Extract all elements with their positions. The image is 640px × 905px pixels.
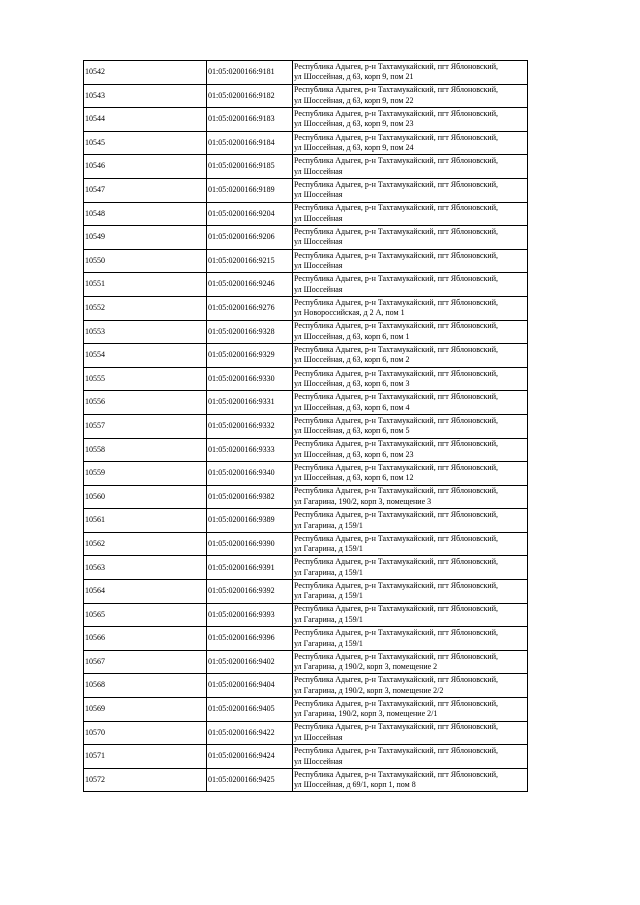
address-line-2: ул Шоссейная, д 63, корп 6, пом 3 <box>294 379 410 389</box>
registry-table-body <box>84 61 528 792</box>
address-cell <box>293 320 528 344</box>
address-line-2: ул Гагарина, д 159/1 <box>294 520 363 530</box>
row-number-cell: 10563 <box>84 556 207 580</box>
cadastral-number-cell: 01:05:0200166:9422 <box>207 721 293 745</box>
table-row <box>84 344 528 368</box>
address-cell <box>293 485 528 509</box>
address-line-1: Республика Адыгея, р-н Тахтамукайский, пгт Яблоновский, <box>294 462 498 472</box>
address-cell <box>293 178 528 202</box>
table-row <box>84 556 528 580</box>
table-row <box>84 367 528 391</box>
address-line-2: ул Гагарина, 190/2, корп 3, помещение 2/1 <box>294 709 438 719</box>
address-line-2: ул Гагарина, д 159/1 <box>294 544 363 554</box>
table-row <box>84 580 528 604</box>
cadastral-number-cell: 01:05:0200166:9392 <box>207 580 293 604</box>
cadastral-number-cell: 01:05:0200166:9329 <box>207 344 293 368</box>
address-line-1: Республика Адыгея, р-н Тахтамукайский, пгт Яблоновский, <box>294 439 498 449</box>
table-row <box>84 226 528 250</box>
row-number-cell: 10542 <box>84 61 207 85</box>
cadastral-number-cell: 01:05:0200166:9189 <box>207 178 293 202</box>
row-number-cell: 10555 <box>84 367 207 391</box>
address-line-2: ул Шоссейная <box>294 756 343 766</box>
address-line-2: ул Шоссейная, д 63, корп 9, пом 24 <box>294 143 414 153</box>
cadastral-number-cell: 01:05:0200166:9404 <box>207 674 293 698</box>
address-line-2: ул Шоссейная <box>294 213 343 223</box>
registry-table <box>83 60 528 792</box>
address-cell <box>293 745 528 769</box>
address-cell <box>293 768 528 792</box>
cadastral-number-cell: 01:05:0200166:9340 <box>207 462 293 486</box>
table-row <box>84 438 528 462</box>
address-line-2: ул Шоссейная <box>294 166 343 176</box>
address-line-2: ул Шоссейная, д 63, корп 9, пом 22 <box>294 95 414 105</box>
cadastral-number-cell: 01:05:0200166:9182 <box>207 84 293 108</box>
row-number-cell: 10565 <box>84 603 207 627</box>
address-line-2: ул Шоссейная, д 63, корп 6, пом 23 <box>294 449 414 459</box>
cadastral-number-cell: 01:05:0200166:9382 <box>207 485 293 509</box>
row-number-cell: 10549 <box>84 226 207 250</box>
address-line-1: Республика Адыгея, р-н Тахтамукайский, пгт Яблоновский, <box>294 604 498 614</box>
cadastral-number-cell: 01:05:0200166:9181 <box>207 61 293 85</box>
address-cell <box>293 155 528 179</box>
cadastral-number-cell: 01:05:0200166:9330 <box>207 367 293 391</box>
row-number-cell: 10570 <box>84 721 207 745</box>
table-row <box>84 462 528 486</box>
address-line-2: ул Гагарина, д 159/1 <box>294 638 363 648</box>
address-line-2: ул Шоссейная <box>294 261 343 271</box>
table-row <box>84 674 528 698</box>
cadastral-number-cell: 01:05:0200166:9184 <box>207 131 293 155</box>
address-line-2: ул Шоссейная, д 63, корп 6, пом 2 <box>294 355 410 365</box>
table-row <box>84 320 528 344</box>
table-row <box>84 131 528 155</box>
address-line-1: Республика Адыгея, р-н Тахтамукайский, пгт Яблоновский, <box>294 651 498 661</box>
table-row <box>84 155 528 179</box>
address-line-2: ул Гагарина, д 159/1 <box>294 614 363 624</box>
address-cell <box>293 414 528 438</box>
row-number-cell: 10545 <box>84 131 207 155</box>
address-line-1: Республика Адыгея, р-н Тахтамукайский, пгт Яблоновский, <box>294 722 498 732</box>
address-line-2: ул Шоссейная <box>294 190 343 200</box>
row-number-cell: 10552 <box>84 296 207 320</box>
address-cell <box>293 462 528 486</box>
address-line-2: ул Гагарина, д 159/1 <box>294 567 363 577</box>
cadastral-number-cell: 01:05:0200166:9185 <box>207 155 293 179</box>
address-line-1: Республика Адыгея, р-н Тахтамукайский, пгт Яблоновский, <box>294 486 498 496</box>
address-line-2: ул Шоссейная, д 63, корп 6, пом 4 <box>294 402 410 412</box>
address-cell <box>293 108 528 132</box>
address-cell <box>293 698 528 722</box>
table-row <box>84 61 528 85</box>
table-row <box>84 202 528 226</box>
row-number-cell: 10572 <box>84 768 207 792</box>
table-row <box>84 178 528 202</box>
address-cell <box>293 580 528 604</box>
table-row <box>84 650 528 674</box>
address-cell <box>293 61 528 85</box>
cadastral-number-cell: 01:05:0200166:9393 <box>207 603 293 627</box>
address-cell <box>293 202 528 226</box>
address-line-1: Республика Адыгея, р-н Тахтамукайский, пгт Яблоновский, <box>294 392 498 402</box>
address-cell <box>293 367 528 391</box>
cadastral-number-cell: 01:05:0200166:9206 <box>207 226 293 250</box>
address-line-2: ул Шоссейная, д 63, корп 6, пом 5 <box>294 426 410 436</box>
row-number-cell: 10566 <box>84 627 207 651</box>
table-row <box>84 249 528 273</box>
cadastral-number-cell: 01:05:0200166:9276 <box>207 296 293 320</box>
address-cell <box>293 296 528 320</box>
address-line-1: Республика Адыгея, р-н Тахтамукайский, пгт Яблоновский, <box>294 85 498 95</box>
address-line-1: Республика Адыгея, р-н Тахтамукайский, пгт Яблоновский, <box>294 321 498 331</box>
address-line-1: Республика Адыгея, р-н Тахтамукайский, пгт Яблоновский, <box>294 203 498 213</box>
address-cell <box>293 249 528 273</box>
row-number-cell: 10560 <box>84 485 207 509</box>
row-number-cell: 10546 <box>84 155 207 179</box>
row-number-cell: 10550 <box>84 249 207 273</box>
table-row <box>84 414 528 438</box>
address-line-2: ул Шоссейная <box>294 237 343 247</box>
address-line-1: Республика Адыгея, р-н Тахтамукайский, пгт Яблоновский, <box>294 250 498 260</box>
address-line-1: Республика Адыгея, р-н Тахтамукайский, пгт Яблоновский, <box>294 580 498 590</box>
row-number-cell: 10561 <box>84 509 207 533</box>
cadastral-number-cell: 01:05:0200166:9424 <box>207 745 293 769</box>
table-row <box>84 627 528 651</box>
row-number-cell: 10567 <box>84 650 207 674</box>
address-line-2: ул Гагарина, д 159/1 <box>294 591 363 601</box>
address-cell <box>293 721 528 745</box>
address-cell <box>293 273 528 297</box>
cadastral-number-cell: 01:05:0200166:9389 <box>207 509 293 533</box>
cadastral-number-cell: 01:05:0200166:9390 <box>207 532 293 556</box>
address-line-1: Республика Адыгея, р-н Тахтамукайский, пгт Яблоновский, <box>294 344 498 354</box>
row-number-cell: 10557 <box>84 414 207 438</box>
row-number-cell: 10543 <box>84 84 207 108</box>
table-row <box>84 485 528 509</box>
address-cell <box>293 226 528 250</box>
table-row <box>84 108 528 132</box>
address-line-2: ул Шоссейная <box>294 284 343 294</box>
cadastral-number-cell: 01:05:0200166:9391 <box>207 556 293 580</box>
address-line-2: ул Шоссейная, д 69/1, корп 1, пом 8 <box>294 780 416 790</box>
address-line-2: ул Шоссейная, д 63, корп 9, пом 21 <box>294 72 414 82</box>
table-row <box>84 509 528 533</box>
address-cell <box>293 391 528 415</box>
address-line-2: ул Шоссейная, д 63, корп 6, пом 12 <box>294 473 414 483</box>
address-line-2: ул Шоссейная, д 63, корп 6, пом 1 <box>294 331 410 341</box>
address-cell <box>293 603 528 627</box>
row-number-cell: 10547 <box>84 178 207 202</box>
table-row <box>84 721 528 745</box>
address-line-1: Республика Адыгея, р-н Тахтамукайский, пгт Яблоновский, <box>294 698 498 708</box>
address-line-1: Республика Адыгея, р-н Тахтамукайский, пгт Яблоновский, <box>294 108 498 118</box>
address-cell <box>293 674 528 698</box>
cadastral-number-cell: 01:05:0200166:9425 <box>207 768 293 792</box>
address-cell <box>293 438 528 462</box>
cadastral-number-cell: 01:05:0200166:9396 <box>207 627 293 651</box>
table-row <box>84 768 528 792</box>
row-number-cell: 10544 <box>84 108 207 132</box>
address-line-2: ул Гагарина, д 190/2, корп 3, помещение 2/2 <box>294 685 444 695</box>
address-line-2: ул Новороссийская, д 2 А, пом 1 <box>294 308 405 318</box>
address-line-2: ул Шоссейная, д 63, корп 9, пом 23 <box>294 119 414 129</box>
address-line-1: Республика Адыгея, р-н Тахтамукайский, пгт Яблоновский, <box>294 156 498 166</box>
row-number-cell: 10558 <box>84 438 207 462</box>
cadastral-number-cell: 01:05:0200166:9405 <box>207 698 293 722</box>
table-row <box>84 273 528 297</box>
cadastral-number-cell: 01:05:0200166:9204 <box>207 202 293 226</box>
address-cell <box>293 627 528 651</box>
row-number-cell: 10551 <box>84 273 207 297</box>
address-line-1: Республика Адыгея, р-н Тахтамукайский, пгт Яблоновский, <box>294 226 498 236</box>
row-number-cell: 10569 <box>84 698 207 722</box>
table-row <box>84 698 528 722</box>
cadastral-number-cell: 01:05:0200166:9333 <box>207 438 293 462</box>
table-row <box>84 391 528 415</box>
address-line-1: Республика Адыгея, р-н Тахтамукайский, пгт Яблоновский, <box>294 510 498 520</box>
address-cell <box>293 650 528 674</box>
row-number-cell: 10556 <box>84 391 207 415</box>
cadastral-number-cell: 01:05:0200166:9331 <box>207 391 293 415</box>
cadastral-number-cell: 01:05:0200166:9183 <box>207 108 293 132</box>
cadastral-number-cell: 01:05:0200166:9402 <box>207 650 293 674</box>
address-line-1: Республика Адыгея, р-н Тахтамукайский, пгт Яблоновский, <box>294 415 498 425</box>
cadastral-number-cell: 01:05:0200166:9246 <box>207 273 293 297</box>
address-cell <box>293 532 528 556</box>
table-row <box>84 84 528 108</box>
address-line-1: Республика Адыгея, р-н Тахтамукайский, пгт Яблоновский, <box>294 274 498 284</box>
row-number-cell: 10559 <box>84 462 207 486</box>
address-line-2: ул Гагарина, д 190/2, корп 3, помещение 2 <box>294 662 438 672</box>
address-cell <box>293 556 528 580</box>
address-line-1: Республика Адыгея, р-н Тахтамукайский, пгт Яблоновский, <box>294 61 498 71</box>
row-number-cell: 10571 <box>84 745 207 769</box>
cadastral-number-cell: 01:05:0200166:9328 <box>207 320 293 344</box>
address-line-1: Республика Адыгея, р-н Тахтамукайский, пгт Яблоновский, <box>294 557 498 567</box>
address-cell <box>293 131 528 155</box>
row-number-cell: 10553 <box>84 320 207 344</box>
address-cell <box>293 509 528 533</box>
row-number-cell: 10548 <box>84 202 207 226</box>
table-row <box>84 745 528 769</box>
cadastral-number-cell: 01:05:0200166:9332 <box>207 414 293 438</box>
table-row <box>84 532 528 556</box>
row-number-cell: 10562 <box>84 532 207 556</box>
address-line-1: Республика Адыгея, р-н Тахтамукайский, пгт Яблоновский, <box>294 297 498 307</box>
row-number-cell: 10564 <box>84 580 207 604</box>
table-row <box>84 603 528 627</box>
row-number-cell: 10554 <box>84 344 207 368</box>
address-line-2: ул Гагарина, 190/2, корп 3, помещение 3 <box>294 496 432 506</box>
table-row <box>84 296 528 320</box>
cadastral-number-cell: 01:05:0200166:9215 <box>207 249 293 273</box>
address-cell <box>293 84 528 108</box>
address-line-1: Республика Адыгея, р-н Тахтамукайский, пгт Яблоновский, <box>294 368 498 378</box>
address-line-1: Республика Адыгея, р-н Тахтамукайский, пгт Яблоновский, <box>294 769 498 779</box>
address-line-1: Республика Адыгея, р-н Тахтамукайский, пгт Яблоновский, <box>294 132 498 142</box>
address-cell <box>293 344 528 368</box>
address-line-1: Республика Адыгея, р-н Тахтамукайский, пгт Яблоновский, <box>294 628 498 638</box>
address-line-2: ул Шоссейная <box>294 732 343 742</box>
address-line-1: Республика Адыгея, р-н Тахтамукайский, пгт Яблоновский, <box>294 675 498 685</box>
address-line-1: Республика Адыгея, р-н Тахтамукайский, пгт Яблоновский, <box>294 179 498 189</box>
address-line-1: Республика Адыгея, р-н Тахтамукайский, пгт Яблоновский, <box>294 533 498 543</box>
address-line-1: Республика Адыгея, р-н Тахтамукайский, пгт Яблоновский, <box>294 746 498 756</box>
row-number-cell: 10568 <box>84 674 207 698</box>
